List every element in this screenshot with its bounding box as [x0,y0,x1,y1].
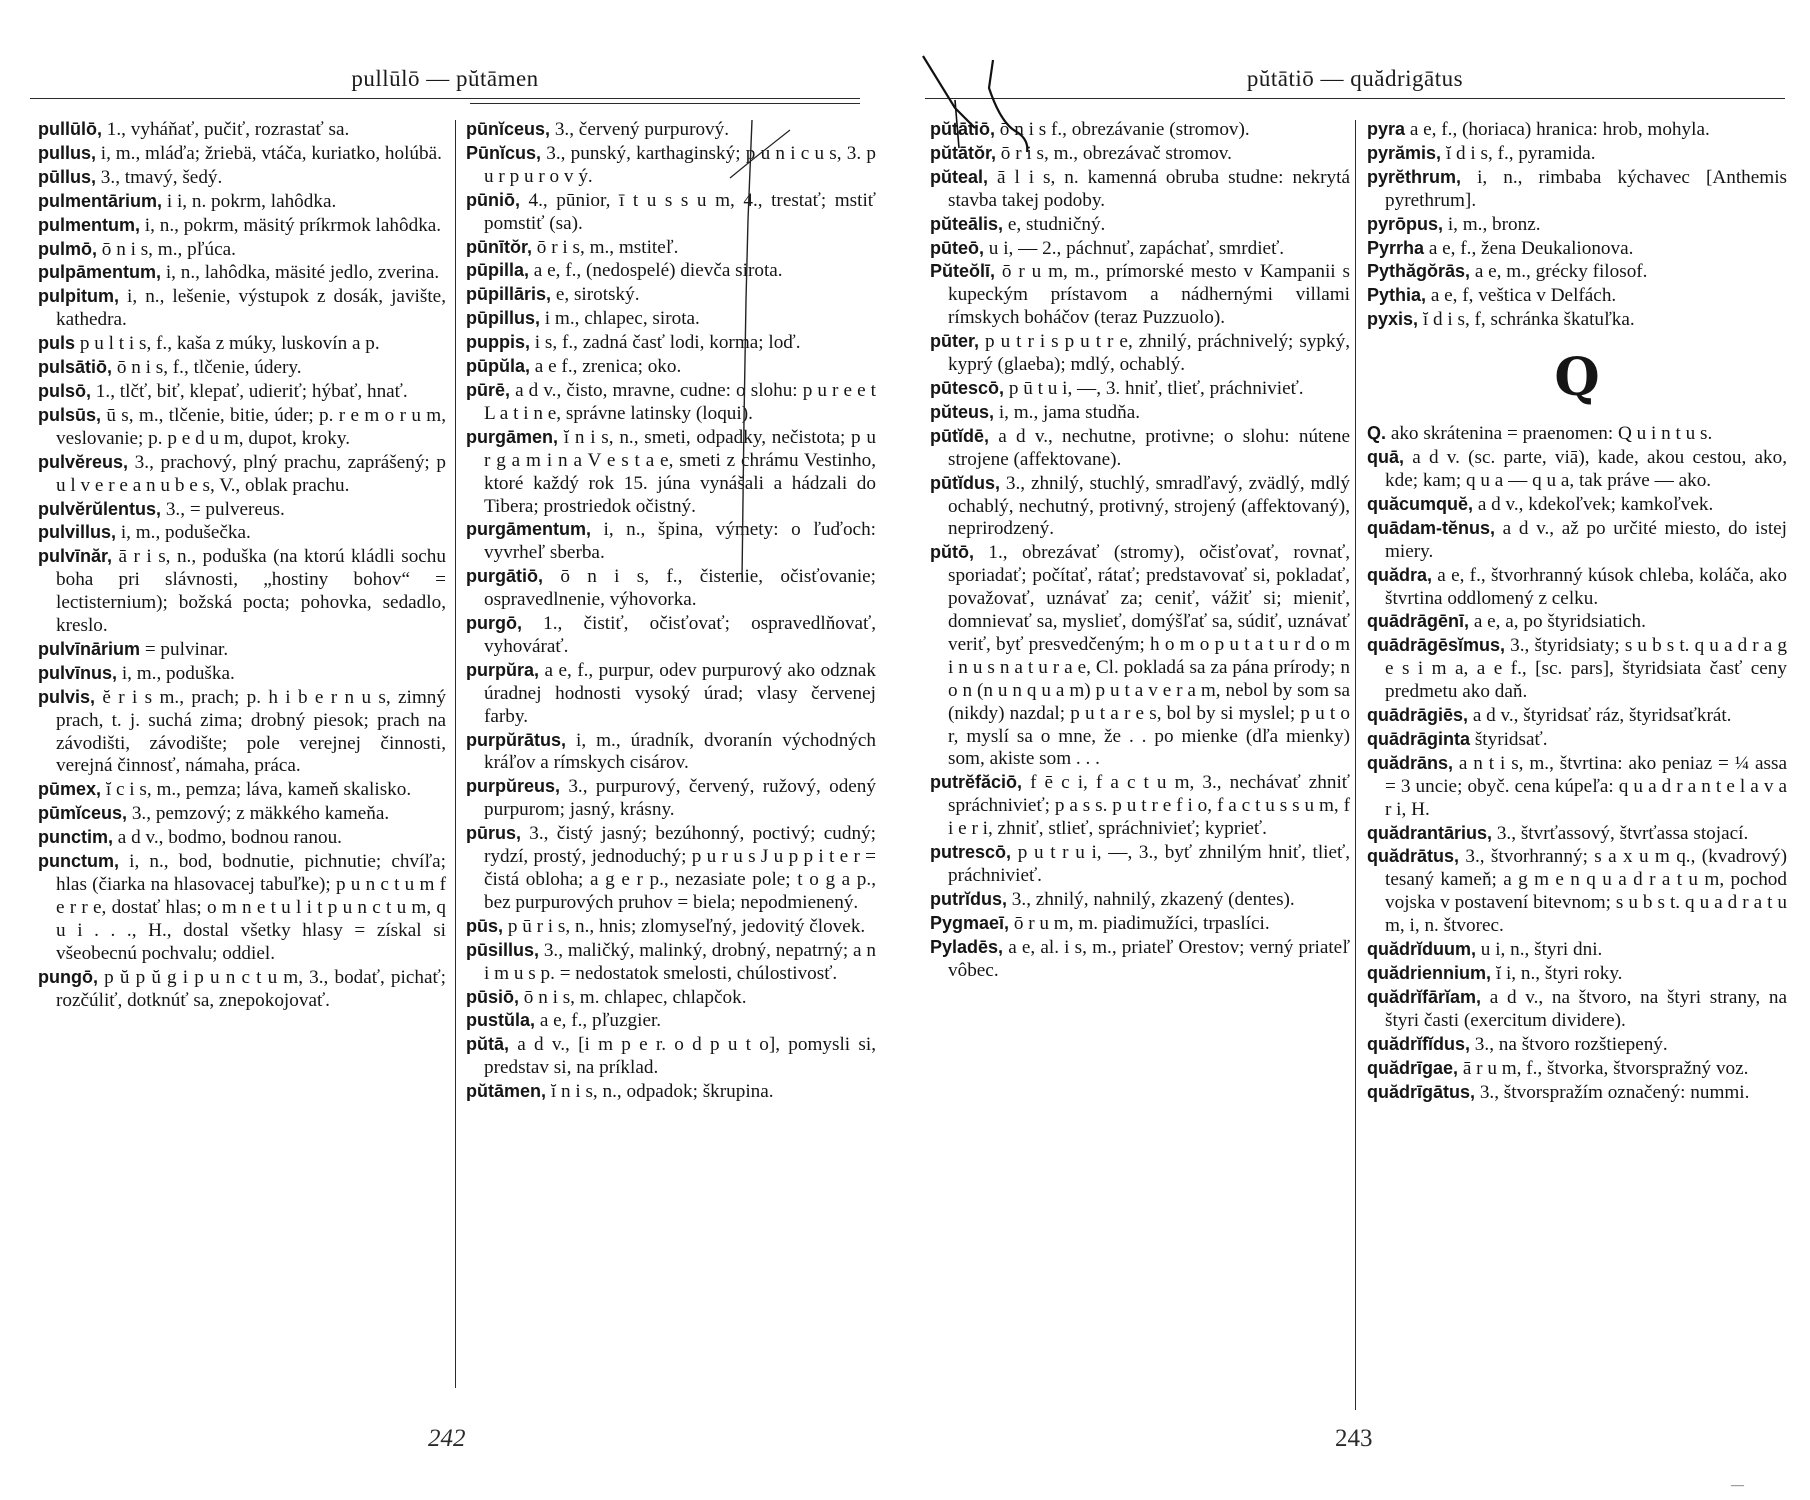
entry-definition: a e, f., purpur, odev purpurový ako odznak úradnej hodnosti vysoký úrad; vlasy červenej farby. [484,659,876,727]
dictionary-entry [38,261,446,285]
entry-headword: pulsātiō, [38,357,113,378]
dictionary-entry [1367,1081,1787,1105]
entry-headword: pulsūs, [38,404,102,425]
entry-definition: i, n., pokrm, mäsitý príkrmok lahôdka. [140,214,442,236]
entry-definition: e, studničný. [1003,213,1106,235]
running-head: pullūlō — pŭtāmen [351,66,539,91]
running-head: pŭtātiō — quădrigātus [1246,66,1464,91]
dictionary-entry [466,775,876,822]
dictionary-column-1 [38,118,446,1012]
column-divider [455,120,456,1388]
dictionary-entry [1367,1057,1787,1081]
entry-definition: ō r u m, m. piadimužíci, trpaslíci. [1009,912,1270,934]
entry-definition: štyridsať. [1470,728,1548,750]
entry-headword: pūmex, [38,779,102,800]
entry-headword: putrĭdus, [930,888,1007,909]
entry-definition: i, n., lahôdka, mäsité jedlo, zverina. [161,262,440,284]
page-number: 243 [1335,1425,1373,1452]
entry-headword: pulsō, [38,380,91,401]
entry-headword: Pūnĭcus, [466,142,542,163]
entry-headword: Pyladēs, [930,936,1004,957]
entry-headword: Pythăgŏrās, [1367,261,1471,282]
entry-definition: ō r u m, m., prímorské mesto v Kampanii s kupeckým prístavom a nádhernými villami rímskych boháčov (teraz Puzzuolo). [948,261,1350,329]
dictionary-entry [38,545,446,638]
entry-definition: i i, n. pokrm, lahôdka. [162,190,337,212]
dictionary-entry [466,259,876,283]
entry-definition: ĭ n i s, n., odpadok; škrupina. [546,1081,774,1103]
entry-definition: 3., na štvoro rozštiepený. [1470,1033,1668,1055]
entry-definition: 3., štvrťassový, štvrťassa stojací. [1492,822,1749,844]
entry-headword: pulpāmentum, [38,262,162,283]
entry-headword: pulpitum, [38,286,119,307]
entry-headword: pullus, [38,142,96,163]
entry-headword: pungō, [38,966,98,987]
entry-headword: punctum, [38,851,119,872]
dictionary-entry [930,888,1350,912]
dictionary-entry [1367,237,1787,261]
entry-definition: = pulvinar. [140,638,229,660]
dictionary-entry [466,518,876,565]
entry-headword: quădrantārius, [1367,822,1493,843]
entry-definition: i, m., úradník, dvoranín východných kráľov a rímskych cisárov. [484,729,876,774]
entry-definition: p u t r i s p u t r e, zhnilý, práchnivelý; sypký, kyprý (glaeba); mdlý, ochablý. [948,331,1350,376]
entry-headword: quădriennium, [1367,963,1492,983]
entry-headword: Pygmaeī, [930,912,1010,933]
dictionary-entry [38,190,446,214]
entry-definition: 3., purpurový, červený, ružový, odený purpurom; jasný, krásny. [484,776,876,821]
entry-definition: ō n i s, m., pľúca. [97,238,236,260]
entry-headword: pŭtātiō, [930,119,995,139]
entry-definition: 3., punský, karthaginský; p u n i c u s, 3. p u r p u r o v ý. [484,142,876,187]
entry-definition: i, n., bod, bodnutie, pichnutie; chvíľa; hlas (čiarka na hlasovacej tabuľke); p u n c t u m f e r r e, dostať hlas; o m n e t u l i t p u n c t u m, q u i . . ., H., dostal všetky hlasy = získal si všeobecnú pochvalu; oddiel. [56,851,446,964]
entries-top [1367,118,1787,332]
entry-definition: ā r i s, n., poduška (na ktorú kládli sochu boha pri slávnosti, „hostiny bohov“ = lectisternium); božská pocta; pohovka, sedadlo, kreslo. [56,546,446,637]
dictionary-entry [1367,845,1787,938]
entry-headword: puppis, [466,332,530,353]
dictionary-entry [930,213,1350,237]
margin-mark: — [1731,1477,1744,1492]
dictionary-entry [466,565,876,612]
entry-headword: purgō, [466,613,522,634]
dictionary-entry [466,426,876,519]
dictionary-entry [38,451,446,498]
header-rule [30,98,860,99]
entry-headword: pulvĕreus, [38,451,129,472]
entry-definition: a d v., nechutne, protivne; o slohu: nútene strojene (affektovane). [948,425,1350,470]
entry-definition: ō n i s, m. chlapec, chlapčok. [519,986,747,1008]
dictionary-entry [466,612,876,659]
dictionary-entry [1367,422,1787,446]
dictionary-entry [1367,938,1787,962]
entry-definition: a e f., zrenica; oko. [530,356,682,378]
dictionary-entry [38,638,446,662]
dictionary-entry [1367,118,1787,142]
dictionary-entry [1367,962,1787,986]
entry-definition: ĭ n i s, n., smeti, odpadky, nečistota; p u r g a m i n a V e s t a e, smeti z chrámu Vestinho, ktoré každý rok 15. júna vynášali a hádzali do Tibera; prostriedok očistný. [484,426,876,517]
entry-definition: a n t i s, m., štvrtina: ako peniaz = ¼ assa = 3 uncie; obyč. cena kúpeľa: q u a d r a n t e l a v a r i, H. [1385,752,1787,820]
left-page [0,0,900,1500]
entry-headword: pyrĕthrum, [1367,166,1462,187]
dictionary-entry [1367,610,1787,634]
dictionary-entry [38,802,446,826]
dictionary-entry [930,425,1350,472]
entry-headword: quădrāns, [1367,752,1454,773]
entry-headword: pūrus, [466,823,522,844]
entry-headword: pūniō, [466,189,520,210]
dictionary-entry [466,189,876,236]
entry-definition: a d v., na štvoro, na štyri strany, na štyri časti (exercitum dividere). [1385,986,1787,1031]
entry-headword: quādrāgēsĭmus, [1367,635,1506,656]
dictionary-entry [930,841,1350,888]
dictionary-entry [38,285,446,332]
entry-headword: pŭtā, [466,1034,509,1055]
dictionary-entry [930,142,1350,166]
entry-headword: quādrāgiēs, [1367,705,1469,726]
entry-definition: a d v., kdekoľvek; kamkoľvek. [1473,493,1714,515]
entry-definition: ĭ c i s, m., pemza; láva, kameň skalisko. [101,779,412,801]
entry-definition: a d v., až po určité miesto, do istej miery. [1385,517,1787,562]
dictionary-entry [1367,260,1787,284]
entry-definition: 3., tmavý, šedý. [96,166,223,188]
entry-headword: purpŭreus, [466,776,561,797]
dictionary-entry [466,822,876,915]
entry-definition: 1., obrezávať (stromy), očisťovať, rovnať, sporiadať; počítať, rátať; predstavovať si, pokladať, považovať, uznávať za; ceniť, vážiť si; mieniť, domnievať sa, myslieť, domýšľať sa, súdiť, uznávať veriť, byť presvedčeným; h o m o p u t a t u r d o m i n u s n a t u r a e, Cl. pokladá sa za pána prírody; n o n (n u n q u a m) p u t a v e r a m, nebol by som sa (nikdy) nazdal; p u t a r e s, bol by si myslel; p u t o r, myslí sa o mne, že . . po mienke (dľa mienky) som, akiste som . . . [948,542,1350,770]
entry-definition: ō n i s, f., čistenie, očisťovanie; ospravedlnenie, výhovorka. [484,566,876,611]
entry-headword: Pyrrha [1367,237,1425,258]
entry-definition: 3., zhnilý, stuchlý, smradľavý, zvädlý, mdlý ochablý, nechutný, protivný, strojený (affektovaný), neprirodzený. [948,472,1350,540]
dictionary-entry [930,936,1350,983]
dictionary-entry [1367,822,1787,846]
section-letter: Q [1554,347,1600,409]
entry-definition: ā l i s, n. kamenná obruba studne: nekrytá stavba takej podoby. [948,166,1350,211]
dictionary-entry [38,332,446,356]
dictionary-entry [38,238,446,262]
entry-definition: a d v., štyridsať ráz, štyridsaťkrát. [1468,705,1732,727]
entry-headword: pulvĕrŭlentus, [38,498,162,519]
entry-headword: pūmĭceus, [38,803,128,824]
entry-headword: quădrĭfārĭam, [1367,986,1482,1007]
dictionary-entry [38,356,446,380]
dictionary-entry [466,307,876,331]
entry-headword: pulvīnārium [38,638,141,659]
entry-definition: a e, m., grécky filosof. [1470,261,1648,283]
dictionary-entry [1367,564,1787,611]
entry-headword: quădrīgātus, [1367,1081,1476,1102]
entry-headword: pūpŭla, [466,356,530,377]
dictionary-entry [38,498,446,522]
pen-mark-line [690,120,800,720]
dictionary-entry [1367,142,1787,166]
dictionary-entry [1367,517,1787,564]
entry-headword: quădrīgae, [1367,1057,1459,1078]
entry-headword: pullūlō, [38,119,102,139]
entry-definition: ako skrátenina = praenomen: Q u i n t u s. [1386,423,1713,445]
entry-headword: pūsiō, [466,986,519,1007]
entry-definition: u i, n., štyri dni. [1476,939,1603,961]
entry-headword: puls [38,333,76,354]
entry-definition: p u l t i s, f., kaša z múky, luskovín a p. [75,333,380,355]
entry-definition: 3., prachový, plný prachu, zaprášený; p u l v e r e a n u b e s, V., oblak prachu. [56,451,446,496]
entry-headword: purpŭrātus, [466,729,567,750]
entry-headword: Pŭteŏlī, [930,261,996,282]
dictionary-entry [930,330,1350,377]
entry-headword: pūter, [930,331,980,352]
dictionary-entry [466,729,876,776]
entry-definition: a d v., čisto, mravne, cudne: o slohu: p u r e e t L a t i n e, správne latinsky (loqui). [484,379,876,424]
entry-headword: purpŭra, [466,659,540,680]
entry-headword: Pythia, [1367,285,1427,306]
dictionary-entry [1367,704,1787,728]
entry-headword: pulvīnăr, [38,546,113,567]
dictionary-entry [38,404,446,451]
entry-headword: pulmentārium, [38,190,163,211]
dictionary-entry [38,142,446,166]
entry-definition: a d v., [i m p e r. o d p u t o], pomysli si, predstav si, na príklad. [484,1034,876,1079]
entry-definition: i m., chlapec, sirota. [540,308,700,330]
entry-definition: i, m., jama studňa. [994,401,1141,423]
entry-headword: pulvillus, [38,522,117,543]
entry-definition: 4., pūnior, ī t u s s u m, 4., trestať; mstiť pomstiť (sa). [484,189,876,234]
entry-definition: a e, f., pľuzgier. [535,1010,662,1032]
entry-headword: pūpilla, [466,260,529,281]
dictionary-entry [466,283,876,307]
entry-headword: pūs, [466,915,504,936]
entry-definition: 1., tlčť, biť, klepať, udieriť; hýbať, hnať. [91,380,408,402]
entry-headword: pūrē, [466,379,511,400]
dictionary-entry [1367,213,1787,237]
entry-headword: pŭtātŏr, [930,142,996,163]
entry-headword: pulmō, [38,238,97,259]
dictionary-entry [38,850,446,966]
entry-definition: ō n i s f., obrezávanie (stromov). [995,119,1250,140]
dictionary-entry [930,771,1350,841]
entry-headword: quăcumquĕ, [1367,493,1474,514]
entry-headword: quădrātus, [1367,846,1460,867]
entry-definition: ū s, m., tlčenie, bitie, úder; p. r e m o r u m, veslovanie; p. p e d u m, dupot, kroky. [56,404,446,449]
entry-definition: ō n i s, f., tlčenie, údery. [112,357,302,379]
entry-definition: 1., čistiť, očisťovať; ospravedlňovať, vyhovárať. [484,613,876,657]
entry-headword: quādrāginta [1367,728,1471,749]
entry-definition: i, m., bronz. [1443,213,1541,235]
entry-definition: 3., = pulvereus. [161,498,285,520]
dictionary-entry [930,118,1350,142]
dictionary-column-2 [466,118,876,1104]
dictionary-entry [38,118,446,142]
entry-headword: pŭteal, [930,166,989,187]
entry-definition: a d v., bodmo, bodnou ranou. [113,827,342,849]
entry-headword: pūpillāris, [466,284,552,305]
entry-definition: a d v. (sc. parte, viā), kade, akou cestou, ako, kde; kam; q u a — q u a, tak práve — ako. [1385,447,1787,491]
dictionary-entry [930,377,1350,401]
dictionary-entry [466,236,876,260]
dictionary-entry [1367,1033,1787,1057]
entry-headword: quā, [1367,447,1405,468]
dictionary-entry [466,118,876,142]
entry-headword: pustŭla, [466,1010,536,1031]
entry-headword: pūteō, [930,237,984,258]
dictionary-entry [466,986,876,1010]
entry-headword: purgāmen, [466,426,559,447]
entry-definition: 3., štvorhranný; s a x u m q., (kvadrový) tesaný kameň; a g m e n q u a d r a t u m, pochod vojska v postavení bitevnom; s u b s t. q u a d r a t u m, i, n. štvorec. [1385,846,1787,937]
entry-headword: quădra, [1367,564,1433,585]
dictionary-entry [466,915,876,939]
entry-definition: i, n., špina, výmety: o ľuďoch: vyvrheľ sberba. [484,519,876,564]
dictionary-entry [1367,986,1787,1033]
entry-headword: pulmentum, [38,214,140,235]
entry-headword: pulvīnus, [38,662,118,683]
entry-headword: putrĕfăciō, [930,772,1023,793]
entry-definition: f ē c i, f a c t u m, 3., nechávať zhniť spráchnivieť; p a s s. p u t r e f i o, f a c t u s s u m, f i e r i, zhniť, stlieť, spráchnivieť; kyprieť. [948,772,1350,840]
entry-headword: Q. [1367,423,1387,444]
entry-headword: putrescō, [930,842,1012,863]
entry-headword: punctim, [38,827,113,848]
entry-definition: p u t r u i, —, 3., byť zhnilým hniť, tlieť, práchnivieť. [948,842,1350,886]
entry-definition: 3., čistý jasný; bezúhonný, poctivý; cudný; rydzí, prostý, jednoduchý; p u r u s J u p p i t e r = čistá obloha; a g e r p., nezasiate pole; t o g a p., bez purpurových pruhov = biela; nepodmienený. [484,823,876,913]
entry-definition: 3., maličký, malinký, drobný, nepatrný; a n i m u s p. = nedostatok smelosti, chúlostivosť. [484,939,876,984]
entry-definition: 3., štyridsiaty; s u b s t. q u a d r a g e s i m a, a e f., [sc. pars], štyridsiata časť ceny predmetu ako daň. [1385,635,1787,703]
entry-definition: i, m., podušečka. [116,522,251,544]
entry-definition: 3., pemzový; z mäkkého kameňa. [127,803,390,825]
entry-definition: ĭ d i s, f, schránka škatuľka. [1418,309,1635,331]
dictionary-entry [466,1080,876,1104]
entry-definition: p ū t u i, —, 3. hniť, tlieť, práchnivieť. [1004,377,1304,399]
entry-headword: pūtĭdē, [930,425,989,446]
entry-definition: a e, f., štvorhranný kúsok chleba, koláča, ako štvrtina oddlomený z celku. [1385,564,1787,609]
entry-definition: ĭ i, n., štyri roky. [1491,963,1623,984]
entry-definition: 3., zhnilý, nahnilý, zkazený (dentes). [1007,888,1295,910]
dictionary-entry [930,472,1350,542]
dictionary-entry [466,379,876,426]
dictionary-entry [38,380,446,404]
entry-headword: pulvis, [38,686,96,707]
dictionary-entry [1367,166,1787,213]
dictionary-column-1 [930,118,1350,983]
entry-headword: pyrămis, [1367,142,1442,163]
dictionary-entry [38,166,446,190]
dictionary-entry [930,401,1350,425]
dictionary-entry [466,659,876,729]
dictionary-entry [930,166,1350,213]
entry-definition: p ū r i s, n., hnis; zlomyseľný, jedovitý človek. [503,915,866,937]
entry-definition: i, n., lešenie, výstupok z dosák, javište, kathedra. [56,286,446,331]
dictionary-column-2 [1367,118,1787,1104]
dictionary-entry [1367,284,1787,308]
entry-definition: 3., červený purpurový. [550,119,730,140]
entry-definition: 3., štvorspražím označený: nummi. [1475,1081,1750,1103]
entry-definition: a e, f., (horiaca) hranica: hrob, mohyla. [1405,119,1710,140]
entry-headword: quădrĭfĭdus, [1367,1033,1470,1054]
entry-definition: a e, a, po štyridsiatich. [1469,611,1646,633]
entry-definition: ō r i s, m., obrezávač stromov. [996,142,1232,164]
entry-headword: pūpillus, [466,308,540,329]
entry-headword: pŭteus, [930,401,995,422]
dictionary-entry [466,939,876,986]
entry-headword: quādam-tĕnus, [1367,517,1496,538]
entry-definition: 1., vyháňať, pučiť, rozrastať sa. [101,119,350,140]
entry-headword: pūtescō, [930,377,1005,398]
dictionary-entry [38,662,446,686]
dictionary-entry [38,521,446,545]
entry-headword: pyrōpus, [1367,213,1444,234]
dictionary-entry [1367,752,1787,822]
entry-headword: quādrāgēnī, [1367,611,1470,632]
dictionary-entry [930,912,1350,936]
dictionary-entry [1367,634,1787,704]
entry-definition: u i, — 2., páchnuť, zapáchať, smrdieť. [984,237,1285,259]
entry-definition: ĕ r i s m., prach; p. h i b e r n u s, zimný prach, t. j. suchá zima; drobný piesok; prach na závodišti, závodište; pole verejnej činnosti, verejná činnosť, námaha, práca. [56,686,446,777]
entry-definition: p ŭ p ŭ g i p u n c t u m, 3., bodať, pichať; rozčúliť, dotknúť sa, znepokojovať. [56,966,446,1011]
entries-bottom [1367,422,1787,1104]
dictionary-entry [1367,446,1787,493]
entry-headword: pŭtāmen, [466,1081,547,1102]
entry-definition: ā r u m, f., štvorka, štvorspražný voz. [1458,1057,1749,1079]
entry-headword: pūnītŏr, [466,236,532,257]
dictionary-entry [1367,308,1787,332]
header-rule-secondary [470,103,860,104]
entry-definition: i, n., rimbaba kýchavec [Anthemis pyrethrum]. [1385,166,1787,211]
entry-headword: quădrĭduum, [1367,939,1476,960]
dictionary-entry [466,142,876,189]
dictionary-entry [38,826,446,850]
entry-definition: i, m., poduška. [117,662,235,684]
dictionary-entry [466,1033,876,1080]
entry-headword: purgāmentum, [466,519,592,540]
dictionary-entry [1367,493,1787,517]
dictionary-entry [38,214,446,238]
entry-definition: a e, al. i s, m., priateľ Orestov; verný priateľ vôbec. [948,936,1350,981]
right-page [905,0,1810,1500]
column-divider [1355,120,1356,1410]
entry-headword: pūsillus, [466,939,540,960]
dictionary-entry [466,355,876,379]
dictionary-entry [930,237,1350,261]
entry-definition: ĭ d i s, f., pyramida. [1441,142,1596,164]
entry-headword: pyxis, [1367,309,1419,330]
dictionary-entry [930,260,1350,330]
entry-headword: pūtĭdus, [930,472,1000,493]
dictionary-entry [1367,728,1787,752]
dictionary-entry [466,1009,876,1033]
entry-definition: i, m., mláďa; žriebä, vtáča, kuriatko, holúbä. [96,142,442,164]
dictionary-entry [38,966,446,1013]
entry-headword: purgātiō, [466,566,543,587]
dictionary-entry [466,331,876,355]
entry-headword: pūllus, [38,166,96,187]
dictionary-entry [930,541,1350,771]
page-number: 242 [428,1425,466,1452]
entry-headword: pŭteālis, [930,213,1004,234]
entry-definition: a e, f., (nedospelé) dievča sirota. [529,260,783,282]
entry-definition: a e, f, veštica v Delfách. [1426,285,1617,307]
entry-headword: pyra [1367,119,1406,139]
dictionary-entry [38,686,446,779]
entry-headword: pŭtō, [930,542,974,563]
dictionary-entry [38,778,446,802]
entry-definition: ō r i s, m., mstiteľ. [532,236,679,258]
entry-definition: e, sirotský. [551,284,640,306]
entry-headword: pūnĭceus, [466,119,551,139]
entry-definition: a e, f., žena Deukalionova. [1424,237,1634,259]
entry-definition: i s, f., zadná časť lodi, korma; loď. [530,332,801,354]
